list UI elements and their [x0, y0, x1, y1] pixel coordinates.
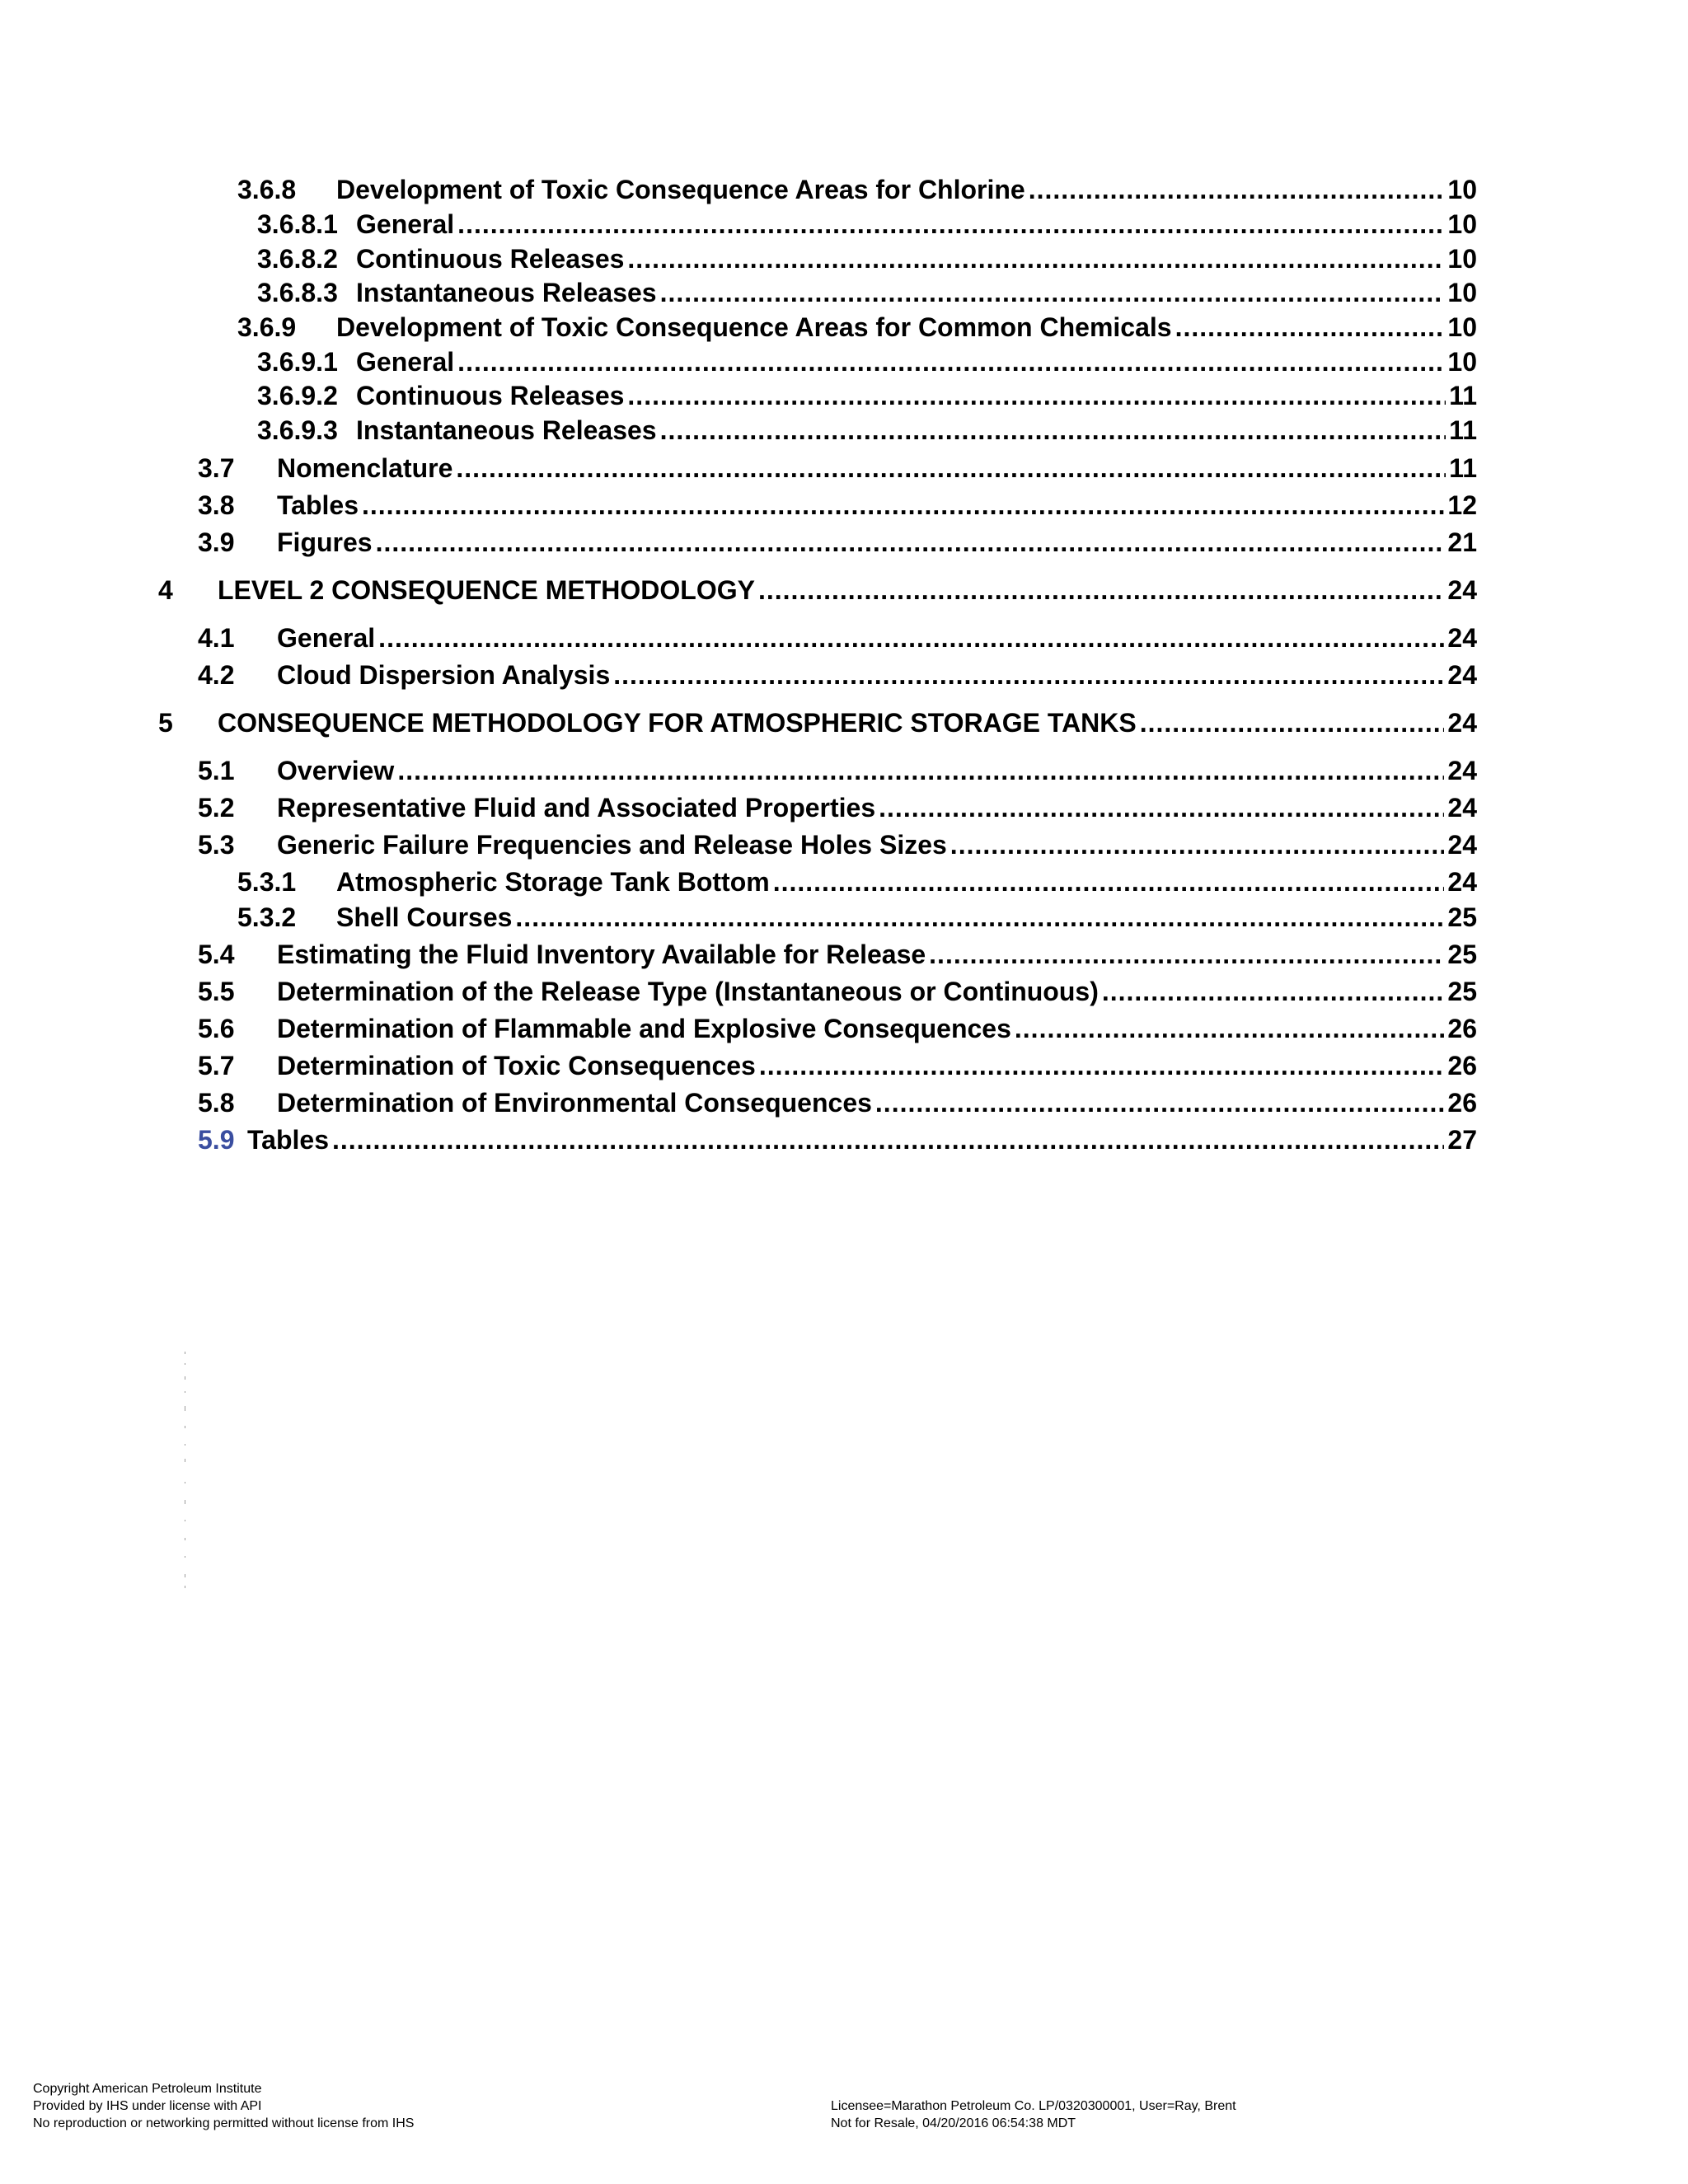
toc-dot-leader — [332, 1125, 1444, 1155]
copyright-line: Copyright American Petroleum Institute — [33, 2082, 262, 2096]
toc-entry[interactable] — [198, 1051, 1477, 1087]
toc-entry-title: LEVEL 2 CONSEQUENCE METHODOLOGY — [218, 575, 755, 605]
toc-entry-number: 5.3 — [198, 830, 235, 860]
toc-dot-leader — [660, 415, 1447, 446]
toc-entry[interactable] — [198, 1125, 1477, 1161]
toc-entry-page-number: 24 — [1447, 830, 1477, 860]
license-line: Licensee=Marathon Petroleum Co. LP/0320300001, User=Ray, Brent — [831, 2099, 1236, 2113]
toc-entry-page-number: 24 — [1447, 756, 1477, 785]
toc-entry-title: Representative Fluid and Associated Properties — [277, 793, 876, 823]
toc-entry-number: 5.6 — [198, 1014, 235, 1043]
toc-dot-leader — [627, 244, 1444, 274]
toc-entry-number: 5.3.2 — [237, 902, 297, 932]
toc-entry-page-number: 27 — [1447, 1125, 1477, 1155]
toc-entry-number: 5.1 — [198, 756, 235, 785]
toc-entry-number: 5.4 — [198, 940, 235, 969]
toc-entry[interactable] — [198, 793, 1477, 829]
toc-entry-page-number: 21 — [1447, 527, 1477, 557]
toc-entry-title: Development of Toxic Consequence Areas for Chlorine — [336, 175, 1025, 204]
toc-dot-leader — [1015, 1014, 1445, 1044]
toc-entry-number: 3.6.9.3 — [257, 415, 338, 445]
toc-entry-title: Determination of Toxic Consequences — [277, 1051, 756, 1080]
toc-entry[interactable] — [237, 867, 1477, 903]
toc-dot-leader — [1029, 175, 1445, 205]
toc-entry-number: 3.6.8.2 — [257, 244, 338, 274]
toc-entry-number: 3.8 — [198, 490, 235, 520]
toc-entry-number: 5.9 — [198, 1125, 235, 1155]
toc-entry-title: Estimating the Fluid Inventory Available for Release — [277, 940, 926, 969]
toc-entry[interactable] — [158, 708, 1477, 744]
toc-entry-number: 5.8 — [198, 1088, 235, 1118]
toc-dot-leader — [613, 660, 1444, 691]
toc-entry-title: Determination of the Release Type (Instantaneous or Continuous) — [277, 977, 1099, 1006]
toc-entry-page-number: 10 — [1447, 209, 1477, 239]
toc-entry-page-number: 25 — [1447, 940, 1477, 969]
toc-entry-page-number: 26 — [1447, 1088, 1477, 1118]
toc-entry-page-number: 10 — [1447, 244, 1477, 274]
toc-entry-page-number: 24 — [1447, 660, 1477, 690]
toc-dot-leader — [879, 793, 1444, 823]
toc-dot-leader — [773, 867, 1445, 898]
toc-entry-page-number: 25 — [1447, 902, 1477, 932]
toc-entry[interactable] — [198, 453, 1477, 490]
copyright-line: Provided by IHS under license with API — [33, 2099, 262, 2113]
toc-entry-number: 4 — [158, 575, 173, 605]
toc-entry-page-number: 11 — [1449, 453, 1477, 483]
toc-entry-title: Determination of Environmental Consequences — [277, 1088, 872, 1118]
toc-dot-leader — [929, 940, 1444, 970]
toc-entry-page-number: 12 — [1447, 490, 1477, 520]
toc-entry-page-number: 24 — [1447, 708, 1477, 738]
toc-dot-leader — [457, 209, 1444, 240]
toc-entry-title: Shell Courses — [336, 902, 513, 932]
toc-dot-leader — [378, 623, 1444, 654]
toc-entry-page-number: 24 — [1447, 867, 1477, 897]
toc-entry-number: 5.7 — [198, 1051, 235, 1080]
toc-entry[interactable] — [257, 381, 1477, 417]
toc-entry-title: General — [356, 347, 455, 377]
toc-entry-title: Tables — [277, 490, 359, 520]
toc-entry[interactable] — [198, 490, 1477, 527]
toc-entry-number: 3.6.9.1 — [257, 347, 338, 377]
toc-dot-leader — [759, 1051, 1445, 1081]
toc-entry[interactable] — [158, 575, 1477, 612]
toc-entry-page-number: 24 — [1447, 793, 1477, 823]
toc-entry-page-number: 26 — [1447, 1014, 1477, 1043]
toc-entry-number: 3.6.9 — [237, 312, 297, 342]
toc-entry-number: 3.7 — [198, 453, 235, 483]
toc-dot-leader — [362, 490, 1444, 521]
toc-entry-number: 5.2 — [198, 793, 235, 823]
toc-entry[interactable] — [237, 312, 1477, 349]
toc-entry-page-number: 10 — [1447, 278, 1477, 307]
toc-entry-number: 5 — [158, 708, 173, 738]
toc-entry-number: 3.6.9.2 — [257, 381, 338, 410]
toc-entry-title: Overview — [277, 756, 395, 785]
license-notice — [831, 2097, 1236, 2132]
scan-artifact-marks — [183, 1352, 188, 1591]
toc-entry[interactable] — [198, 977, 1477, 1013]
license-line: Not for Resale, 04/20/2016 06:54:38 MDT — [831, 2116, 1076, 2130]
toc-entry-number: 3.6.8.1 — [257, 209, 338, 239]
toc-entry-title: Instantaneous Releases — [356, 278, 657, 307]
toc-dot-leader — [456, 453, 1446, 484]
toc-entry-title: Figures — [277, 527, 373, 557]
toc-entry-page-number: 10 — [1447, 347, 1477, 377]
toc-entry-title: Instantaneous Releases — [356, 415, 657, 445]
copyright-line: No reproduction or networking permitted without license from IHS — [33, 2116, 415, 2130]
toc-entry-title: General — [356, 209, 455, 239]
toc-entry-title: Development of Toxic Consequence Areas for Common Chemicals — [336, 312, 1172, 342]
toc-dot-leader — [950, 830, 1445, 860]
toc-dot-leader — [758, 575, 1444, 606]
toc-dot-leader — [515, 902, 1444, 933]
toc-entry[interactable] — [257, 209, 1477, 246]
toc-entry-page-number: 11 — [1449, 381, 1477, 410]
toc-entry[interactable] — [198, 830, 1477, 866]
toc-entry[interactable] — [198, 756, 1477, 792]
toc-dot-leader — [397, 756, 1444, 786]
toc-dot-leader — [627, 381, 1446, 411]
toc-entry[interactable] — [257, 278, 1477, 314]
toc-entry[interactable] — [198, 940, 1477, 976]
toc-entry[interactable] — [237, 902, 1477, 939]
toc-entry-title: Determination of Flammable and Explosive Consequences — [277, 1014, 1011, 1043]
toc-entry-page-number: 11 — [1449, 415, 1477, 445]
toc-dot-leader — [376, 527, 1445, 558]
toc-entry-page-number: 25 — [1447, 977, 1477, 1006]
toc-dot-leader — [660, 278, 1445, 308]
toc-entry[interactable] — [257, 415, 1477, 452]
toc-dot-leader — [1175, 312, 1445, 343]
toc-entry-page-number: 26 — [1447, 1051, 1477, 1080]
toc-entry-number: 4.2 — [198, 660, 235, 690]
toc-entry-title: Nomenclature — [277, 453, 453, 483]
toc-entry-page-number: 10 — [1447, 175, 1477, 204]
toc-entry-number: 5.3.1 — [237, 867, 297, 897]
toc-entry-title: Tables — [247, 1125, 329, 1155]
toc-entry-number: 5.5 — [198, 977, 235, 1006]
toc-entry-title: Generic Failure Frequencies and Release Holes Sizes — [277, 830, 947, 860]
toc-entry-title: Cloud Dispersion Analysis — [277, 660, 611, 690]
toc-entry-number: 3.6.8.3 — [257, 278, 338, 307]
toc-entry[interactable] — [198, 1014, 1477, 1050]
toc-entry-title: General — [277, 623, 376, 653]
toc-entry-title: CONSEQUENCE METHODOLOGY FOR ATMOSPHERIC STORAGE TANKS — [218, 708, 1137, 738]
toc-entry-title: Continuous Releases — [356, 381, 625, 410]
toc-entry-page-number: 10 — [1447, 312, 1477, 342]
copyright-notice — [33, 2080, 414, 2132]
toc-entry[interactable] — [198, 527, 1477, 564]
toc-entry-page-number: 24 — [1447, 575, 1477, 605]
toc-entry[interactable] — [257, 347, 1477, 383]
toc-entry[interactable] — [198, 623, 1477, 659]
toc-entry[interactable] — [237, 175, 1477, 211]
toc-entry-number: 3.6.8 — [237, 175, 297, 204]
toc-entry[interactable] — [198, 660, 1477, 696]
toc-entry[interactable] — [257, 244, 1477, 280]
toc-entry-number: 3.9 — [198, 527, 235, 557]
toc-entry-title: Atmospheric Storage Tank Bottom — [336, 867, 770, 897]
toc-entry-title: Continuous Releases — [356, 244, 625, 274]
toc-entry-page-number: 24 — [1447, 623, 1477, 653]
toc-entry[interactable] — [198, 1088, 1477, 1124]
toc-entry-number: 4.1 — [198, 623, 235, 653]
toc-dot-leader — [457, 347, 1444, 377]
toc-dot-leader — [1102, 977, 1445, 1007]
toc-dot-leader — [1140, 708, 1445, 738]
toc-dot-leader — [875, 1088, 1445, 1118]
